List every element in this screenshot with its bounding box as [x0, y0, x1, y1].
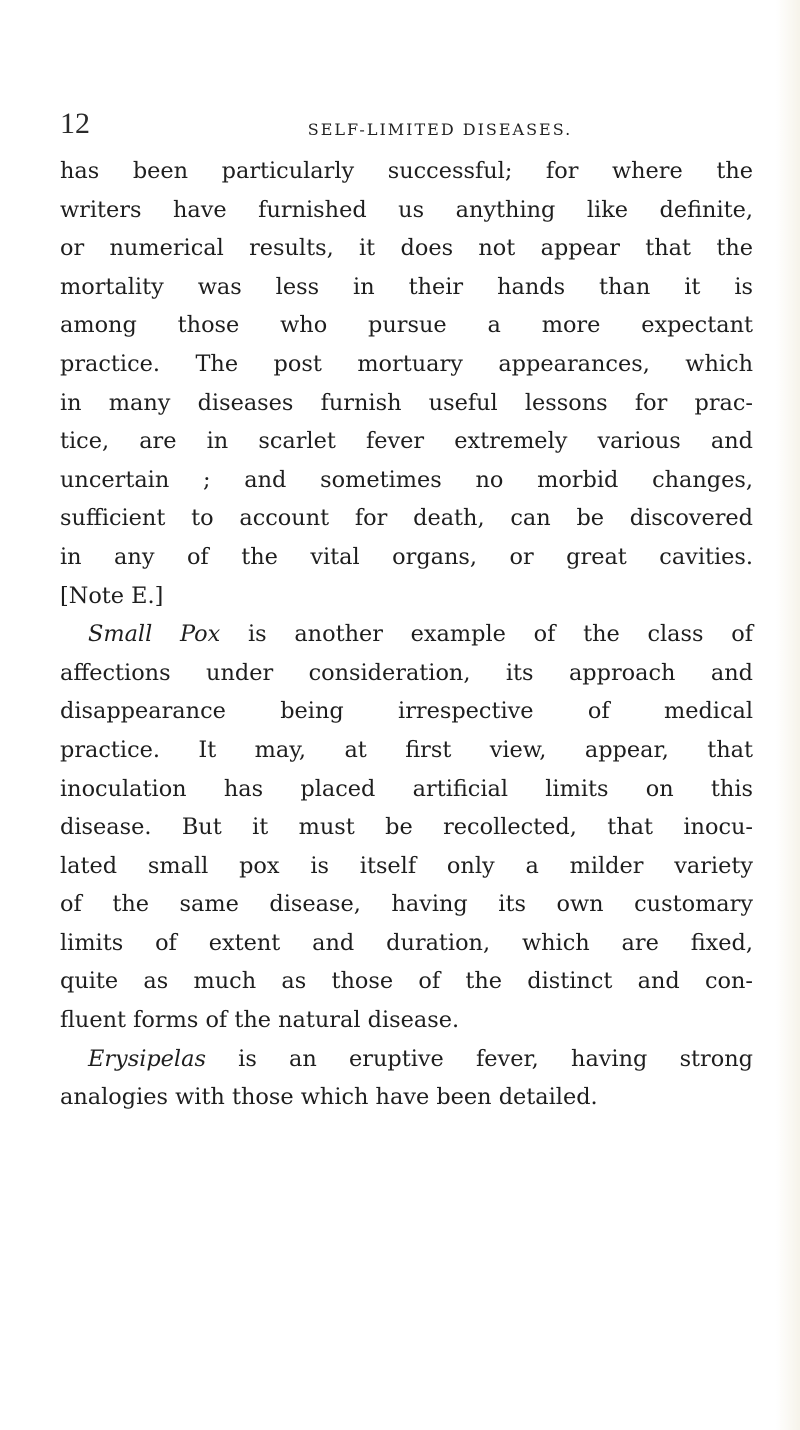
note-reference: [Note E.] — [60, 582, 164, 609]
text-line: disease. But it must be recollected, that inocu- — [60, 814, 753, 841]
text-line: among those who pursue a more expectant — [60, 312, 753, 339]
text-line: limits of extent and duration, which are fixed, — [60, 929, 753, 956]
text-line: in many diseases furnish useful lessons for prac- — [60, 389, 753, 416]
text-line: sufficient to account for death, can be discovered — [60, 505, 753, 532]
text-line: disappearance being irrespective of medical — [60, 698, 753, 725]
body-text — [60, 152, 753, 1117]
running-head-title: SELF-LIMITED DISEASES. — [307, 120, 573, 139]
text-line: inoculation has placed artificial limits on this — [60, 775, 753, 802]
text-line: practice. It may, at first view, appear, that — [60, 736, 753, 763]
text-line: affections under consideration, its approach and — [60, 659, 753, 686]
term-small-pox: Small Pox — [88, 621, 221, 648]
text-line: analogies with those which have been detailed. — [60, 1084, 598, 1111]
text-line: of the same disease, having its own customary — [60, 891, 753, 918]
page-number: 12 — [60, 107, 90, 140]
paragraph-first-line — [60, 1040, 753, 1079]
text-line: has been particularly successful; for where the — [60, 158, 753, 184]
page-edge-shadow — [776, 0, 800, 1430]
text-line: or numerical results, it does not appear that the — [60, 235, 753, 262]
text-line: mortality was less in their hands than it is — [60, 273, 753, 300]
text-line: tice, are in scarlet fever extremely various and — [60, 428, 753, 455]
text-fragment: is an eruptive fever, having strong — [205, 1045, 753, 1072]
text-line: uncertain ; and sometimes no morbid changes, — [60, 466, 753, 493]
term-erysipelas: Erysipelas — [88, 1045, 206, 1072]
text-fragment: is another example of the class of — [220, 621, 753, 648]
text-line: writers have furnished us anything like definite, — [60, 196, 753, 223]
paragraph-first-line — [60, 615, 753, 654]
text-line: in any of the vital organs, or great cavities. — [60, 543, 753, 570]
text-line: practice. The post mortuary appearances, which — [60, 350, 753, 377]
text-line: quite as much as those of the distinct and con- — [60, 968, 753, 995]
running-head — [60, 104, 760, 144]
text-line: fluent forms of the natural disease. — [60, 1007, 460, 1034]
text-line: lated small pox is itself only a milder variety — [60, 852, 753, 879]
